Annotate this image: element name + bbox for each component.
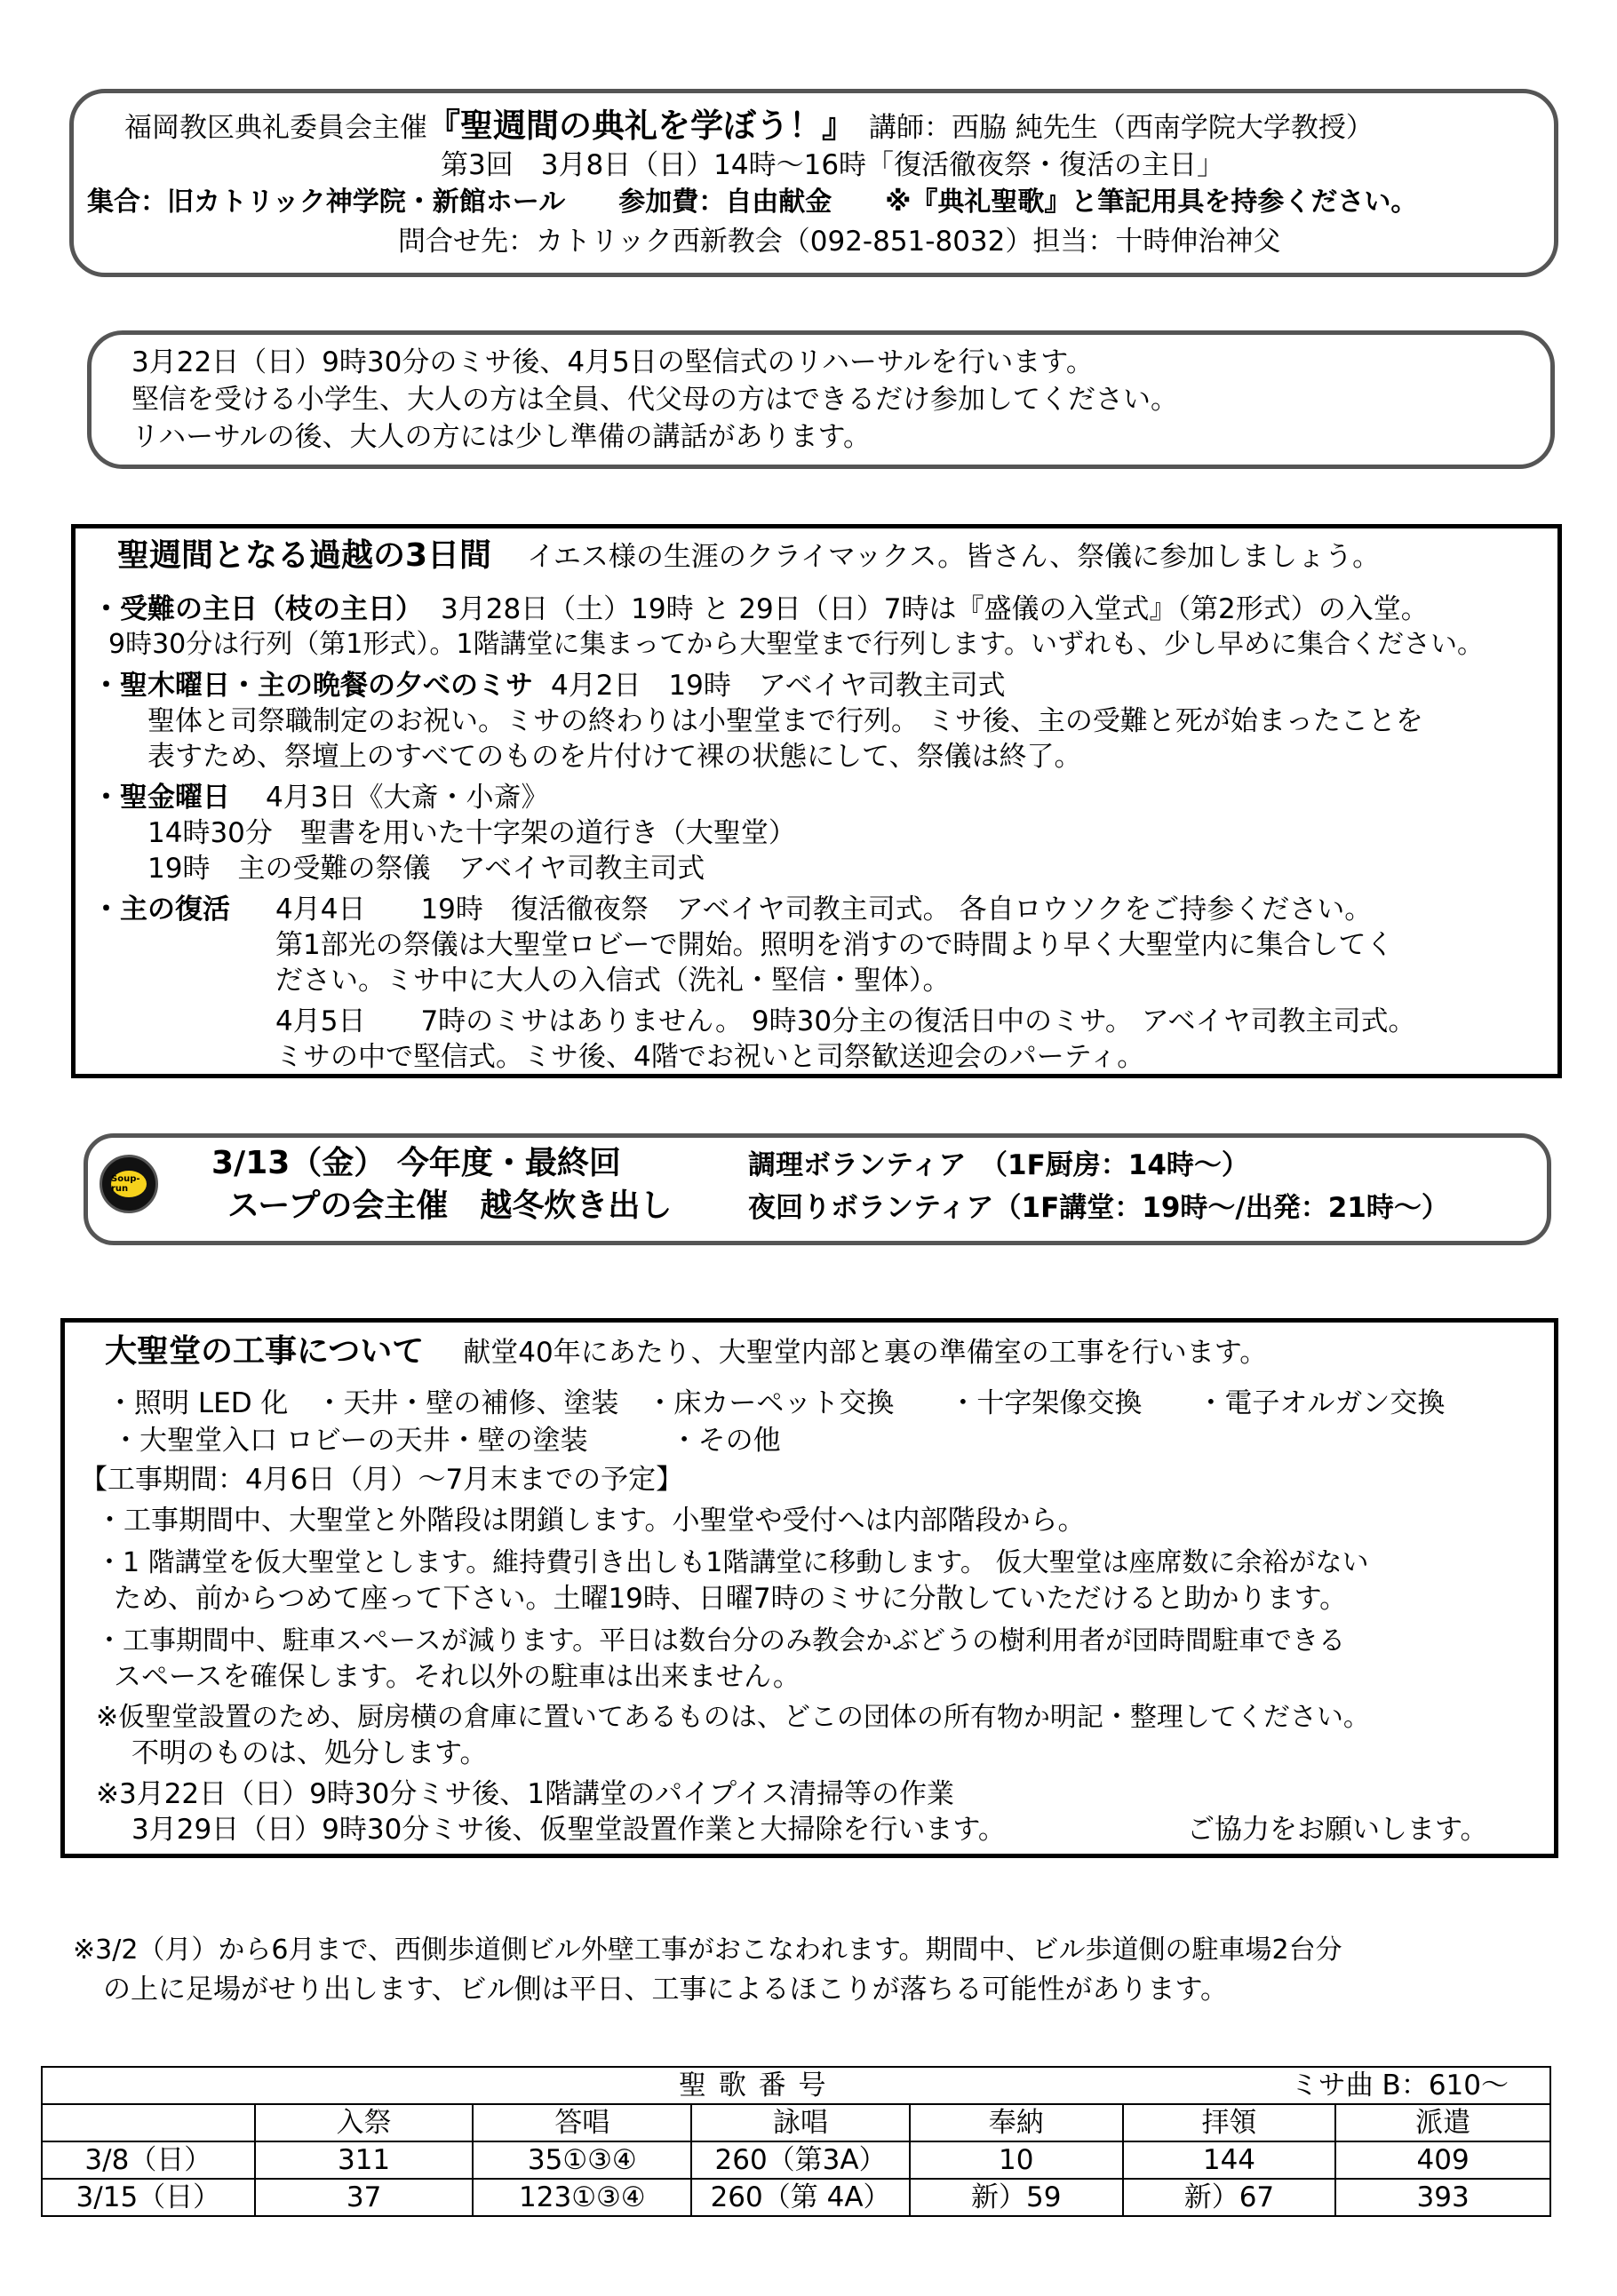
soup-run-logo-text: Soup-run	[111, 1171, 147, 1197]
hymn-table-mass: ミサ曲 B：610〜	[1290, 2070, 1509, 2101]
construction-items2: ・大聖堂入口 ロビーの天井・壁の塗装 ・その他	[112, 1425, 781, 1457]
table-header-cell: 拝領	[1123, 2104, 1336, 2141]
table-cell: 10	[910, 2141, 1123, 2179]
table-header-cell: 詠唱	[691, 2104, 910, 2141]
construction-note3b: スペースを確保します。それ以外の駐車は出来ません。	[114, 1661, 801, 1693]
table-row	[42, 2179, 1550, 2216]
soup-line1-right: 調理ボランティア （1F厨房：14時〜）	[748, 1149, 1249, 1181]
good-friday-text2: 19時 主の受難の祭儀 アベイヤ司教主司式	[147, 853, 705, 885]
holy-week-header	[117, 538, 1380, 575]
good-friday-line	[92, 780, 548, 815]
hymn-table-title-cell	[42, 2067, 1550, 2104]
table-cell-date: 3/8（日）	[42, 2141, 255, 2179]
table-header-cell: 入祭	[255, 2104, 474, 2141]
construction-note3a: ・工事期間中、駐車スペースが減ります。平日は数台分のみ教会かぶどうの樹利用者が団時間駐車できる	[96, 1625, 1346, 1656]
soup-line2-left: スープの会主催 越冬炊き出し	[227, 1188, 673, 1224]
table-header-cell: 答唱	[473, 2104, 691, 2141]
confirmation-line1: 3月22日（日）9時30分のミサ後、4月5日の堅信式のリハーサルを行います。	[131, 346, 1094, 378]
palm-sunday-text1: 3月28日（土）19時 と 29日（日）7時は『盛儀の入堂式』（第2形式）の入堂。	[441, 593, 1429, 625]
hymn-table-header-row	[42, 2104, 1550, 2141]
hymn-table-title: 聖 歌 番 号	[679, 2070, 828, 2101]
table-header-cell: 奉納	[910, 2104, 1123, 2141]
hymn-table-title-row	[42, 2067, 1550, 2104]
construction-note5b: 3月29日（日）9時30分ミサ後、仮聖堂設置作業と大掃除を行います。	[131, 1814, 1006, 1846]
wall-notice-line2: の上に足場がせり出します、ビル側は平日、工事によるほこりが落ちる可能性があります。	[103, 1974, 1229, 2006]
table-cell: 311	[255, 2141, 474, 2179]
good-friday-text1: 14時30分 聖書を用いた十字架の道行き（大聖堂）	[147, 817, 796, 849]
confirmation-line2: 堅信を受ける小学生、大人の方は全員、代父母の方はできるだけ参加してください。	[131, 384, 1178, 416]
easter-heading: ・主の復活	[92, 894, 230, 926]
construction-note2b: ため、前からつめて座って下さい。土曜19時、日曜7時のミサに分散していただけると助かります。	[114, 1583, 1348, 1615]
table-cell: 123①③④	[473, 2179, 691, 2216]
good-friday-date: 4月3日《大斎・小斎》	[266, 782, 549, 814]
table-row	[42, 2141, 1550, 2179]
seminar-line1	[124, 108, 1374, 146]
seminar-line2: 第3回 3月8日（日）14時〜16時「復活徹夜祭・復活の主日」	[441, 149, 1225, 181]
seminar-title: 『聖週間の典礼を学ぼう！』	[427, 107, 855, 145]
easter-text2: 第1部光の祭儀は大聖堂ロビーで開始。照明を消すので時間より早く大聖堂内に集合してく	[275, 929, 1394, 961]
table-cell: 409	[1335, 2141, 1550, 2179]
table-cell: 260（第3A）	[691, 2141, 910, 2179]
table-cell: 144	[1123, 2141, 1336, 2179]
seminar-organizer: 福岡教区典礼委員会主催	[124, 112, 427, 144]
easter-text3: ださい。ミサ中に大人の入信式（洗礼・堅信・聖体）。	[275, 965, 951, 997]
holy-thursday-text1: 聖体と司祭職制定のお祝い。ミサの終わりは小聖堂まで行列。 ミサ後、主の受難と死が始まったことを	[147, 705, 1423, 737]
holy-thursday-heading: ・聖木曜日・主の晩餐の夕べのミサ	[92, 670, 533, 702]
table-header-cell: 派遣	[1335, 2104, 1550, 2141]
wall-notice-line1: ※3/2（月）から6月まで、西側歩道側ビル外壁工事がおこなわれます。期間中、ビル歩道側の駐車場2台分	[73, 1935, 1342, 1966]
table-cell: 393	[1335, 2179, 1550, 2216]
table-cell: 新）67	[1123, 2179, 1336, 2216]
construction-note1: ・工事期間中、大聖堂と外階段は閉鎖します。小聖堂や受付へは内部階段から。	[96, 1505, 1086, 1537]
table-cell-date: 3/15（日）	[42, 2179, 255, 2216]
construction-note2a: ・1 階講堂を仮大聖堂とします。維持費引き出しも1階講堂に移動します。 仮大聖堂は座席数に余裕がない	[96, 1547, 1369, 1578]
table-cell: 35①③④	[473, 2141, 691, 2179]
construction-items1: ・照明 LED 化 ・天井・壁の補修、塗装 ・床カーペット交換 ・十字架像交換 ・電子オルガン交換	[107, 1387, 1446, 1419]
holy-week-subtitle: イエス様の生涯のクライマックス。皆さん、祭儀に参加しましょう。	[527, 541, 1381, 573]
construction-title: 大聖堂の工事について	[105, 1333, 425, 1370]
hymn-table	[41, 2066, 1551, 2217]
construction-subtitle: 献堂40年にあたり、大聖堂内部と裏の準備室の工事を行います。	[463, 1337, 1268, 1369]
table-header-cell	[42, 2104, 255, 2141]
construction-note4a: ※仮聖堂設置のため、厨房横の倉庫に置いてあるものは、どこの団体の所有物か明記・整理してください。	[96, 1702, 1370, 1733]
easter-text5: ミサの中で堅信式。ミサ後、4階でお祝いと司祭歓送迎会のパーティ。	[275, 1041, 1145, 1073]
construction-note4b: 不明のものは、処分します。	[131, 1737, 488, 1769]
easter-text1: 4月4日 19時 復活徹夜祭 アベイヤ司教主司式。 各自ロウソクをご持参ください。	[275, 894, 1373, 926]
soup-line1-left: 3/13（金） 今年度・最終回	[211, 1145, 621, 1181]
holy-thursday-time: 4月2日 19時 アベイヤ司教主司式	[551, 670, 1006, 702]
palm-sunday-line2: 9時30分は行列（第1形式）。1階講堂に集まってから大聖堂まで行列します。いずれも、少し早めに集合ください。	[108, 629, 1485, 660]
construction-note5c: ご協力をお願いします。	[1187, 1814, 1488, 1846]
seminar-contact: 問合せ先：カトリック西新教会（092-851-8032）担当：十時伸治神父	[398, 226, 1281, 258]
construction-header	[105, 1334, 1267, 1370]
seminar-line3: 集合：旧カトリック神学院・新館ホール 参加費：自由献金 ※『典礼聖歌』と筆記用具を持参ください。	[87, 187, 1418, 218]
table-cell: 37	[255, 2179, 474, 2216]
confirmation-line3: リハーサルの後、大人の方には少し準備の講話があります。	[131, 421, 872, 453]
holy-week-title: 聖週間となる過越の3日間	[117, 537, 492, 574]
seminar-lecturer: 講師：西脇 純先生（西南学院大学教授）	[869, 112, 1374, 144]
soup-line2-right: 夜回りボランティア（1F講堂：19時〜/出発：21時〜）	[748, 1192, 1449, 1224]
holy-thursday-text2: 表すため、祭壇上のすべてのものを片付けて裸の状態にして、祭儀は終了。	[147, 741, 1082, 773]
good-friday-heading: ・聖金曜日	[92, 782, 230, 814]
table-cell: 260（第 4A）	[691, 2179, 910, 2216]
table-cell: 新）59	[910, 2179, 1123, 2216]
palm-sunday-heading: ・受難の主日（枝の主日）	[92, 593, 423, 625]
construction-note5a: ※3月22日（日）9時30分ミサ後、1階講堂のパイプイス清掃等の作業	[96, 1778, 955, 1810]
soup-run-logo	[100, 1155, 158, 1213]
palm-sunday-line1	[92, 592, 1429, 627]
holy-thursday-line	[92, 668, 1006, 703]
construction-period: 【工事期間：4月6日（月）〜7月末までの予定】	[80, 1464, 684, 1496]
easter-text4: 4月5日 7時のミサはありません。 9時30分主の復活日中のミサ。 アベイヤ司教主司式。	[275, 1005, 1416, 1037]
